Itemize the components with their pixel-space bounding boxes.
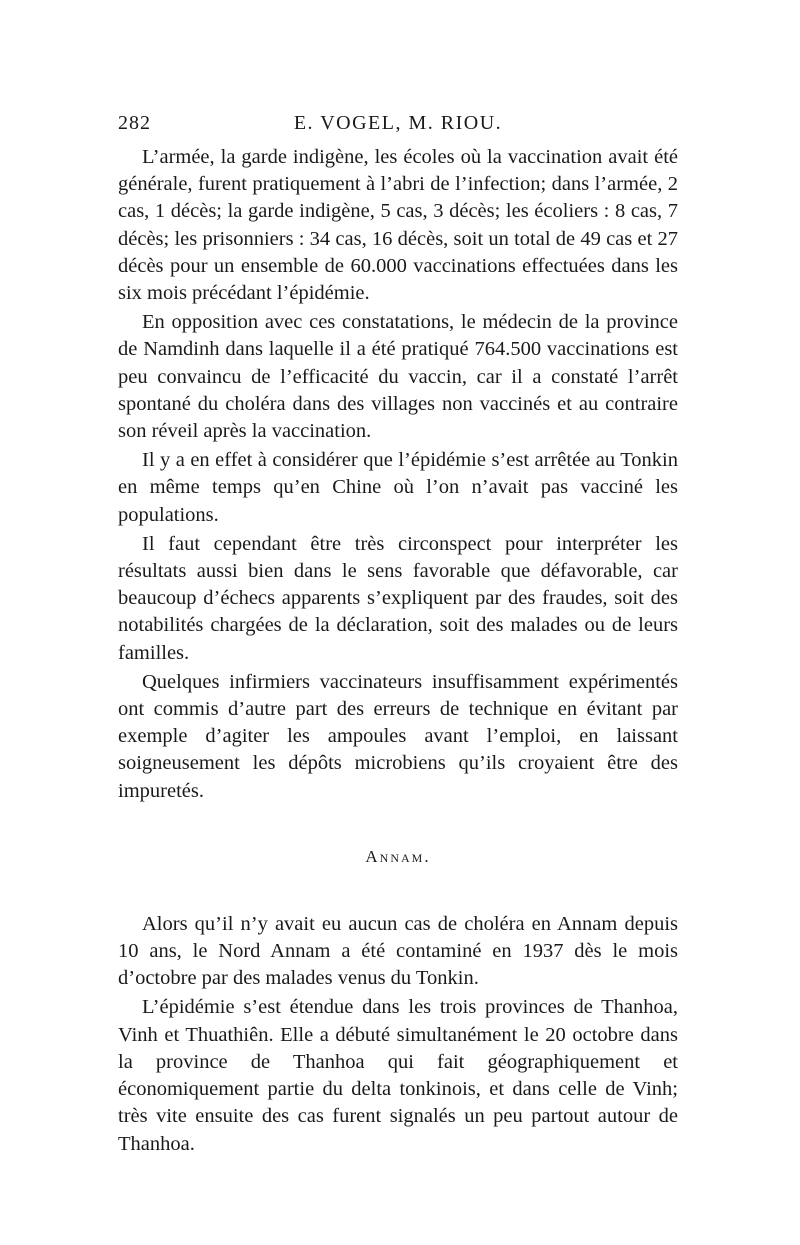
running-head <box>118 112 678 144</box>
paragraph: En opposition avec ces constatations, le médecin de la province de Namdinh dans laquelle il a été pratiqué 764.500 vaccinations est peu convaincu de l’efficacité du vaccin, car il a constaté l’arrêt spontané du choléra dans des villages non vaccinés et au contraire son réveil après la vaccination. <box>118 311 678 443</box>
paragraph: L’épidémie s’est étendue dans les trois provinces de Thanhoa, Vinh et Thuathiên. Elle a débuté simultanément le 20 octobre dans la province de Thanhoa qui fait géographiquement et économiquement partie du delta tonkinois, et dans celle de Vinh; très vite ensuite des cas furent signalés un peu partout autour de Thanhoa. <box>118 996 678 1155</box>
section-heading: Annam. <box>365 846 431 866</box>
body-text-before <box>118 144 678 805</box>
body-text-after <box>118 911 678 1158</box>
document-page <box>118 112 678 1158</box>
paragraph: Quelques infirmiers vaccinateurs insuffisamment expérimentés ont commis d’autre part des erreurs de technique en évitant par exemple d’agiter les ampoules avant l’emploi, en laissant soigneusement les dépôts microbiens qu’ils croyaient être des impuretés. <box>118 670 678 802</box>
paragraph: Alors qu’il n’y avait eu aucun cas de choléra en Annam depuis 10 ans, le Nord Annam a été contaminé en 1937 dès le mois d’octobre par des malades venus du Tonkin. <box>118 912 678 990</box>
running-title: E. VOGEL, M. RIOU. <box>293 112 503 134</box>
page-number: 282 <box>118 112 151 134</box>
paragraph: Il faut cependant être très circonspect pour interpréter les résultats aussi bien dans le sens favorable que défavorable, car beaucoup d’échecs apparents s’expliquent par des fraudes, soit des notabilités chargées de la déclaration, soit des malades ou de leurs familles. <box>118 532 678 664</box>
paragraph: L’armée, la garde indigène, les écoles où la vaccination avait été générale, furent pratiquement à l’abri de l’infection; dans l’armée, 2 cas, 1 décès; la garde indigène, 5 cas, 3 décès; les écoliers : 8 cas, 7 décès; les prisonniers : 34 cas, 16 décès, soit un total de 49 cas et 27 décès pour un ensemble de 60.000 vaccinations effectuées dans les six mois précédant l’épidémie. <box>118 146 678 305</box>
paragraph: Il y a en effet à considérer que l’épidémie s’est arrêtée au Tonkin en même temps qu’en Chine où l’on n’avait pas vacciné les populations. <box>118 449 678 526</box>
